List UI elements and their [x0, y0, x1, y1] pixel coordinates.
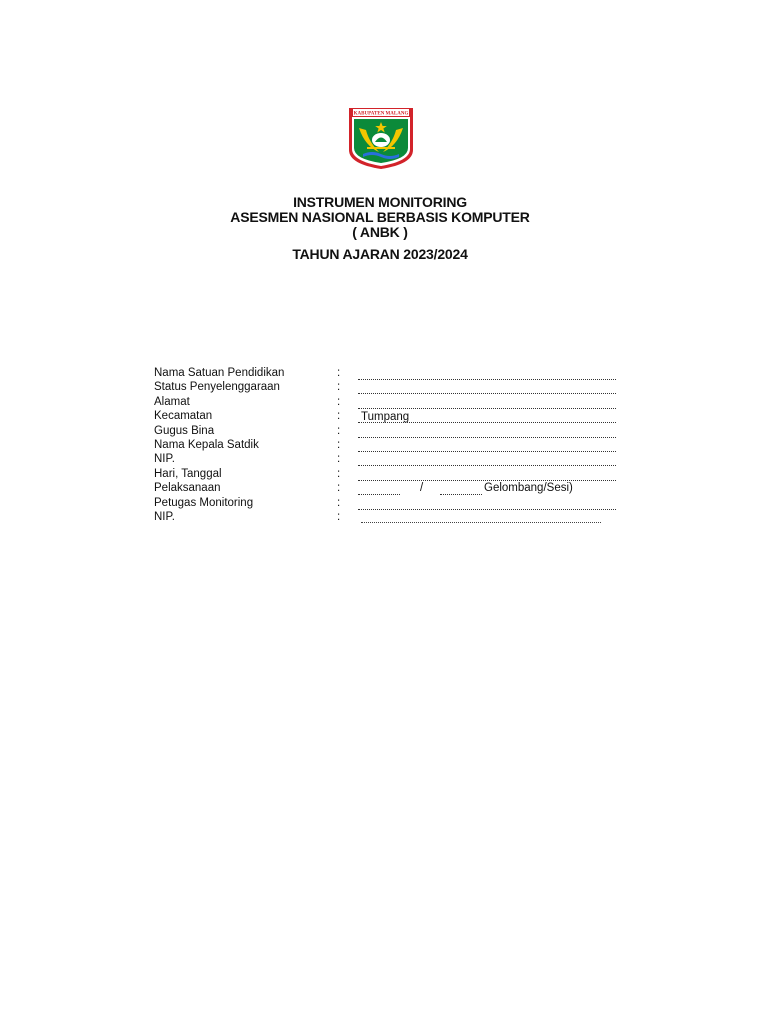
field-colon: : — [337, 496, 341, 509]
logo-crest-icon — [347, 106, 415, 170]
kabupaten-malang-logo — [347, 106, 415, 170]
kecamatan-value: Tumpang — [361, 411, 410, 424]
field-colon: : — [337, 410, 341, 423]
field-colon: : — [337, 482, 341, 495]
field-label: Status Penyelenggaraan — [154, 381, 280, 394]
identity-form — [154, 366, 624, 524]
field-colon: : — [337, 467, 341, 480]
pelaksanaan-slash: / — [420, 482, 424, 495]
form-row-nip-kepala — [154, 452, 624, 466]
field-colon: : — [337, 381, 341, 394]
document-title-block — [0, 195, 760, 262]
fill-in-line[interactable] — [361, 522, 601, 523]
form-row-status — [154, 380, 624, 394]
field-label: Gugus Bina — [154, 424, 215, 437]
form-row-kepala-satdik — [154, 438, 624, 452]
form-row-kecamatan — [154, 409, 624, 423]
field-colon: : — [337, 453, 341, 466]
field-colon: : — [337, 424, 341, 437]
title-line-1: INSTRUMEN MONITORING — [293, 194, 467, 210]
field-label: Nama Satuan Pendidikan — [154, 367, 285, 379]
form-row-hari-tanggal — [154, 467, 624, 481]
form-row-alamat — [154, 395, 624, 409]
field-label: Nama Kepala Satdik — [154, 438, 259, 451]
title-line-2: ASESMEN NASIONAL BERBASIS KOMPUTER — [230, 209, 530, 225]
field-label: Hari, Tanggal — [154, 467, 222, 480]
field-label: Petugas Monitoring — [154, 496, 254, 509]
field-label: NIP. — [154, 510, 175, 523]
form-row-pelaksanaan — [154, 481, 624, 495]
logo-banner-text: KABUPATEN MALANG — [353, 111, 409, 117]
field-label: Pelaksanaan — [154, 482, 221, 495]
form-row-petugas — [154, 496, 624, 510]
field-colon: : — [337, 395, 341, 408]
form-row-gugus-bina — [154, 424, 624, 438]
field-label: NIP. — [154, 453, 175, 466]
gelombang-sesi-label: Gelombang/Sesi) — [484, 482, 573, 495]
field-label: Kecamatan — [154, 410, 213, 423]
title-line-4: TAHUN AJARAN 2023/2024 — [292, 246, 468, 262]
title-line-3: ( ANBK ) — [352, 224, 408, 240]
field-colon: : — [337, 438, 341, 451]
field-label: Alamat — [154, 395, 190, 408]
form-row-nip-petugas — [154, 510, 624, 524]
field-colon: : — [337, 367, 341, 379]
field-colon: : — [337, 510, 341, 523]
form-row-nama-satuan — [154, 366, 624, 380]
